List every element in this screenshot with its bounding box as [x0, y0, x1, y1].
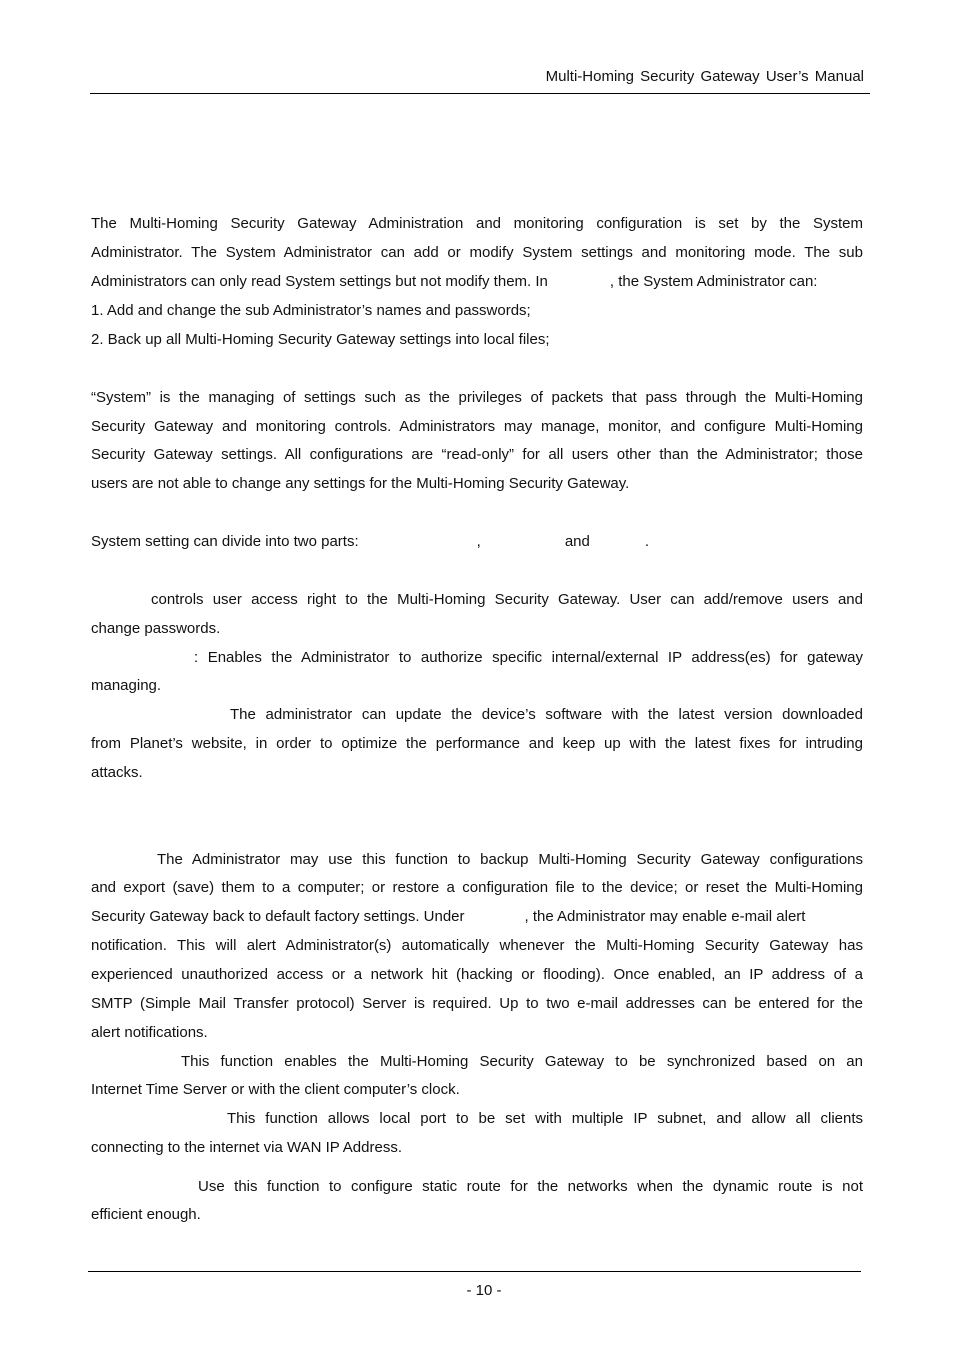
- header-divider: [90, 93, 870, 94]
- list-item: 1. Add and change the sub Administrator’s names and passwords;: [91, 302, 531, 319]
- configure-line: alert notifications.: [91, 1024, 208, 1041]
- route-line: efficient enough.: [91, 1206, 201, 1223]
- multi-subnet-line: This function allows local port to be set with multiple IP subnet, and allow all clients: [227, 1110, 863, 1127]
- intro-line: The Multi-Homing Security Gateway Administration and monitoring configuration is set by the System: [91, 215, 863, 232]
- list-item: 2. Back up all Multi-Homing Security Gateway settings into local files;: [91, 331, 550, 348]
- upgrade-line: from Planet’s website, in order to optimize the performance and keep up with the latest fixes for intruding: [91, 735, 863, 752]
- time-line: Internet Time Server or with the client computer’s clock.: [91, 1081, 460, 1098]
- upgrade-line: attacks.: [91, 764, 143, 781]
- time-line: This function enables the Multi-Homing Security Gateway to be synchronized based on an: [181, 1053, 863, 1070]
- parts-and: and: [564, 533, 590, 550]
- parts-line: [91, 532, 863, 552]
- configure-line: [91, 907, 863, 927]
- admin-line: change passwords.: [91, 620, 221, 637]
- intro-line: Administrator. The System Administrator can add or modify System settings and monitoring mode. The sub: [91, 244, 863, 261]
- route-line: Use this function to configure static route for the networks when the dynamic route is not: [198, 1178, 863, 1195]
- footer-divider: [88, 1271, 861, 1272]
- configure-text: , the Administrator may enable e-mail alert: [524, 908, 806, 925]
- system-line: Security Gateway and monitoring controls. Administrators may manage, monitor, and configure Multi-Homing: [91, 418, 863, 435]
- intro-text: , the System Administrator can:: [609, 273, 818, 290]
- configure-line: notification. This will alert Administrator(s) automatically whenever the Multi-Homing Security Gateway has: [91, 937, 863, 954]
- configure-line: and export (save) them to a computer; or restore a configuration file to the device; or reset the Multi-Homing: [91, 879, 863, 896]
- configure-line: experienced unauthorized access or a network hit (hacking or flooding). Once enabled, an IP address of a: [91, 966, 863, 983]
- parts-lead: System setting can divide into two parts:: [91, 533, 359, 550]
- admin-line: controls user access right to the Multi-Homing Security Gateway. User can add/remove users and: [151, 591, 863, 608]
- system-line: Security Gateway settings. All configurations are “read-only” for all users other than the Administrator; those: [91, 446, 863, 463]
- upgrade-line: The administrator can update the device’s software with the latest version downloaded: [230, 706, 863, 723]
- intro-text: Administrators can only read System settings but not modify them. In: [91, 273, 548, 290]
- permitted-line: : Enables the Administrator to authorize specific internal/external IP address(es) for gateway: [194, 649, 863, 666]
- configure-text: Security Gateway back to default factory settings. Under: [91, 908, 465, 925]
- intro-line: [91, 272, 863, 292]
- page-number: - 10 -: [466, 1282, 502, 1299]
- running-header: Multi-Homing Security Gateway User’s Manual: [545, 68, 864, 85]
- system-line: “System” is the managing of settings such as the privileges of packets that pass through the Multi-Homing: [91, 389, 863, 406]
- system-line: users are not able to change any settings for the Multi-Homing Security Gateway.: [91, 475, 630, 492]
- parts-comma: ,: [476, 533, 481, 550]
- configure-line: The Administrator may use this function to backup Multi-Homing Security Gateway configurations: [157, 851, 863, 868]
- permitted-line: managing.: [91, 677, 162, 694]
- parts-period: .: [644, 533, 650, 550]
- multi-subnet-line: connecting to the internet via WAN IP Address.: [91, 1139, 403, 1156]
- configure-line: SMTP (Simple Mail Transfer protocol) Server is required. Up to two e-mail addresses can be entered for the: [91, 995, 863, 1012]
